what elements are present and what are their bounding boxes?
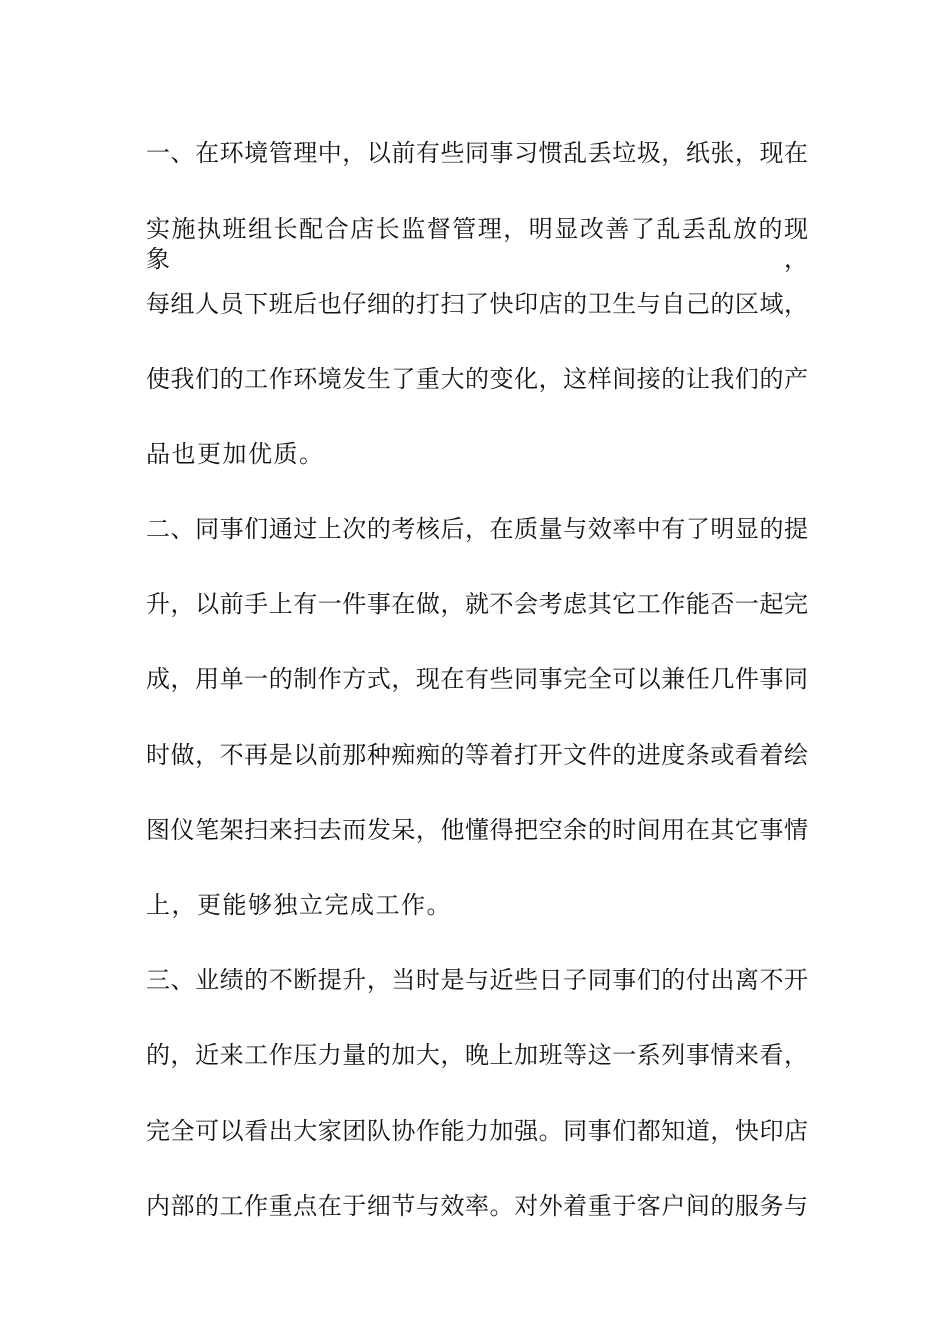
text-line: 图仪笔架扫来扫去而发呆，他懂得把空余的时间用在其它事情 [146, 816, 808, 844]
text-line: 使我们的工作环境发生了重大的变化，这样间接的让我们的产 [146, 365, 808, 393]
text-line: 完全可以看出大家团队协作能力加强。同事们都知道，快印店 [146, 1117, 808, 1145]
text-line: 上，更能够独立完成工作。 [146, 891, 452, 919]
text-line: 一、在环境管理中，以前有些同事习惯乱丢垃圾，纸张，现在 [146, 139, 808, 167]
text-line: 的，近来工作压力量的加大，晚上加班等这一系列事情来看， [146, 1041, 808, 1069]
text-line: 品也更加优质。 [146, 440, 325, 468]
text-line: 升，以前手上有一件事在做，就不会考虑其它工作能否一起完 [146, 590, 808, 618]
text-line: 每组人员下班后也仔细的打扫了快印店的卫生与自己的区域， [146, 290, 808, 318]
text-line: 实施执班组长配合店长监督管理，明显改善了乱丢乱放的现象， [146, 215, 808, 273]
text-line: 三、业绩的不断提升，当时是与近些日子同事们的付出离不开 [146, 966, 808, 994]
text-line: 二、同事们通过上次的考核后，在质量与效率中有了明显的提 [146, 515, 808, 543]
text-line: 成，用单一的制作方式，现在有些同事完全可以兼任几件事同 [146, 665, 808, 693]
text-line: 时做，不再是以前那种痴痴的等着打开文件的进度条或看着绘 [146, 741, 808, 769]
text-line: 内部的工作重点在于细节与效率。对外着重于客户间的服务与 [146, 1192, 808, 1220]
